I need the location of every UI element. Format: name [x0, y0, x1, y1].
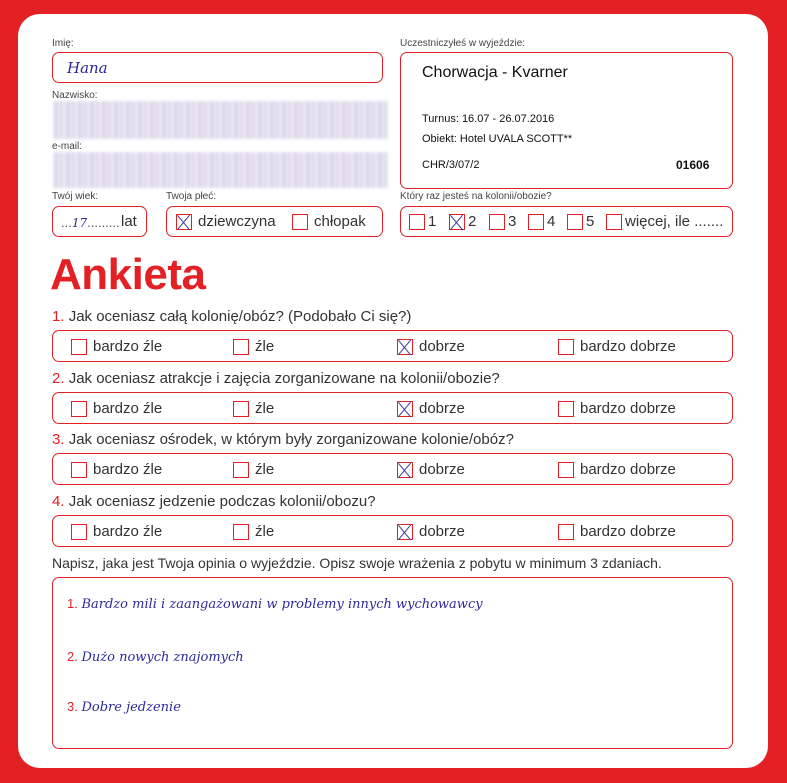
trip-obiekt: Obiekt: Hotel UVALA SCOTT** — [422, 133, 573, 145]
q4-dobrze[interactable] — [397, 523, 465, 540]
option-label: dobrze — [419, 523, 465, 540]
wiek-unit: lat — [121, 213, 137, 230]
checkbox[interactable] — [558, 401, 574, 417]
opinion-num: 1. — [67, 596, 78, 611]
q4-zle[interactable] — [233, 523, 274, 540]
checkbox[interactable] — [71, 339, 87, 355]
question-2: 2. Jak oceniasz atrakcje i zajęcia zorganizowane na kolonii/obozie? — [52, 370, 500, 387]
checkbox-3[interactable] — [489, 214, 505, 230]
trip-info-box — [400, 52, 733, 189]
checkbox-checked[interactable] — [397, 339, 413, 355]
q3-zle[interactable] — [233, 461, 274, 478]
q2-zle[interactable] — [233, 400, 274, 417]
checkbox[interactable] — [233, 339, 249, 355]
plec-option-dziewczyna[interactable] — [176, 213, 276, 230]
q3-dobrze[interactable] — [397, 461, 465, 478]
checkbox-5[interactable] — [567, 214, 583, 230]
option-label: źle — [255, 523, 275, 540]
checkbox-checked[interactable] — [397, 401, 413, 417]
q1-bardzo-dobrze[interactable] — [558, 338, 676, 355]
checkbox[interactable] — [233, 462, 249, 478]
plec-field — [166, 206, 383, 237]
checkbox[interactable] — [233, 524, 249, 540]
email-redacted — [54, 152, 388, 188]
trip-turnus: Turnus: 16.07 - 26.07.2016 — [422, 113, 555, 125]
option-label: bardzo źle — [93, 338, 163, 355]
option-label: bardzo dobrze — [580, 338, 676, 355]
q4-bardzo-dobrze[interactable] — [558, 523, 676, 540]
q2-bardzo-zle[interactable] — [71, 400, 162, 417]
email-label: e-mail: — [52, 141, 83, 152]
plec-option-chlopak[interactable] — [292, 213, 366, 230]
ktory-option-label: 4 — [547, 213, 556, 230]
wiek-dots-right: ......... — [87, 215, 120, 230]
q2-dobrze[interactable] — [397, 400, 465, 417]
q1-zle[interactable] — [233, 338, 274, 355]
ktory-option-5[interactable] — [567, 213, 594, 230]
question-1-options — [52, 330, 733, 362]
option-label: bardzo źle — [93, 400, 163, 417]
option-label: dobrze — [419, 461, 465, 478]
ktory-option-label: 1 — [428, 213, 437, 230]
trip-name: Chorwacja - Kvarner — [422, 64, 568, 81]
checkbox-chlopak[interactable] — [292, 214, 308, 230]
question-4-options — [52, 515, 733, 547]
q2-bardzo-dobrze[interactable] — [558, 400, 676, 417]
page-title: Ankieta — [50, 250, 206, 299]
ktory-option-4[interactable] — [528, 213, 555, 230]
opinion-line-2 — [67, 649, 244, 665]
checkbox-4[interactable] — [528, 214, 544, 230]
option-label: bardzo dobrze — [580, 461, 676, 478]
checkbox-1[interactable] — [409, 214, 425, 230]
ktory-option-1[interactable] — [409, 213, 436, 230]
opinion-text: Bardzo mili i zaangażowani w problemy innych wychowawcy — [81, 597, 483, 612]
wiek-field[interactable] — [52, 206, 147, 237]
imie-label: Imię: — [52, 38, 74, 49]
opinion-text: Dużo nowych znajomych — [81, 650, 244, 665]
trip-code: CHR/3/07/2 — [422, 159, 480, 171]
option-label: źle — [255, 338, 275, 355]
survey-sheet — [18, 14, 768, 768]
q1-dobrze[interactable] — [397, 338, 465, 355]
wiek-label: Twój wiek: — [52, 191, 99, 202]
question-2-options — [52, 392, 733, 424]
option-label: dobrze — [419, 400, 465, 417]
checkbox[interactable] — [558, 339, 574, 355]
checkbox[interactable] — [558, 524, 574, 540]
plec-label: Twoja płeć: — [166, 191, 217, 202]
wiek-value: 17 — [71, 216, 88, 230]
option-label: dobrze — [419, 338, 465, 355]
ktory-option-2[interactable] — [449, 213, 476, 230]
ktory-option-label: więcej, ile ....... — [625, 213, 724, 230]
imie-value: Hana — [67, 59, 108, 77]
checkbox-checked[interactable] — [397, 462, 413, 478]
option-label: źle — [255, 461, 275, 478]
opinion-box[interactable] — [52, 577, 733, 749]
checkbox-dziewczyna-checked[interactable] — [176, 214, 192, 230]
q4-bardzo-zle[interactable] — [71, 523, 162, 540]
ktory-option-label: 5 — [586, 213, 595, 230]
checkbox[interactable] — [233, 401, 249, 417]
trip-number: 01606 — [676, 158, 710, 172]
q3-bardzo-zle[interactable] — [71, 461, 162, 478]
option-label: bardzo źle — [93, 523, 163, 540]
option-label: bardzo dobrze — [580, 400, 676, 417]
checkbox[interactable] — [71, 524, 87, 540]
option-label: bardzo dobrze — [580, 523, 676, 540]
ktory-option-label: 3 — [508, 213, 517, 230]
checkbox[interactable] — [558, 462, 574, 478]
checkbox[interactable] — [71, 462, 87, 478]
option-label: bardzo źle — [93, 461, 163, 478]
checkbox[interactable] — [71, 401, 87, 417]
opinion-text: Dobre jedzenie — [81, 700, 181, 715]
question-4: 4. Jak oceniasz jedzenie podczas kolonii/obozu? — [52, 493, 376, 510]
question-1: 1. Jak oceniasz całą kolonię/obóz? (Podobało Ci się?) — [52, 308, 412, 325]
opinion-num: 3. — [67, 699, 78, 714]
checkbox-wiecej[interactable] — [606, 214, 622, 230]
wiek-dots-left: ... — [61, 215, 72, 230]
plec-option-label: dziewczyna — [198, 213, 276, 230]
trip-label: Uczestniczyłeś w wyjeździe: — [400, 38, 526, 49]
opinion-line-3 — [67, 699, 181, 715]
ktory-option-3[interactable] — [489, 213, 516, 230]
opinion-prompt: Napisz, jaka jest Twoja opinia o wyjeździe. Opisz swoje wrażenia z pobytu w minimum 3 zdaniach. — [52, 555, 662, 571]
question-3-options — [52, 453, 733, 485]
checkbox-checked[interactable] — [397, 524, 413, 540]
ktory-option-label: 2 — [468, 213, 477, 230]
opinion-num: 2. — [67, 649, 78, 664]
option-label: źle — [255, 400, 275, 417]
q1-bardzo-zle[interactable] — [71, 338, 162, 355]
ktory-option-wiecej[interactable] — [606, 213, 723, 230]
question-3: 3. Jak oceniasz ośrodek, w którym były zorganizowane kolonie/obóz? — [52, 431, 514, 448]
ktory-field — [400, 206, 733, 237]
nazwisko-label: Nazwisko: — [52, 90, 98, 101]
q3-bardzo-dobrze[interactable] — [558, 461, 676, 478]
imie-field[interactable] — [52, 52, 383, 83]
checkbox-2-checked[interactable] — [449, 214, 465, 230]
opinion-line-1 — [67, 596, 483, 612]
ktory-label: Który raz jesteś na kolonii/obozie? — [400, 191, 552, 202]
plec-option-label: chłopak — [314, 213, 366, 230]
nazwisko-redacted — [54, 101, 388, 139]
